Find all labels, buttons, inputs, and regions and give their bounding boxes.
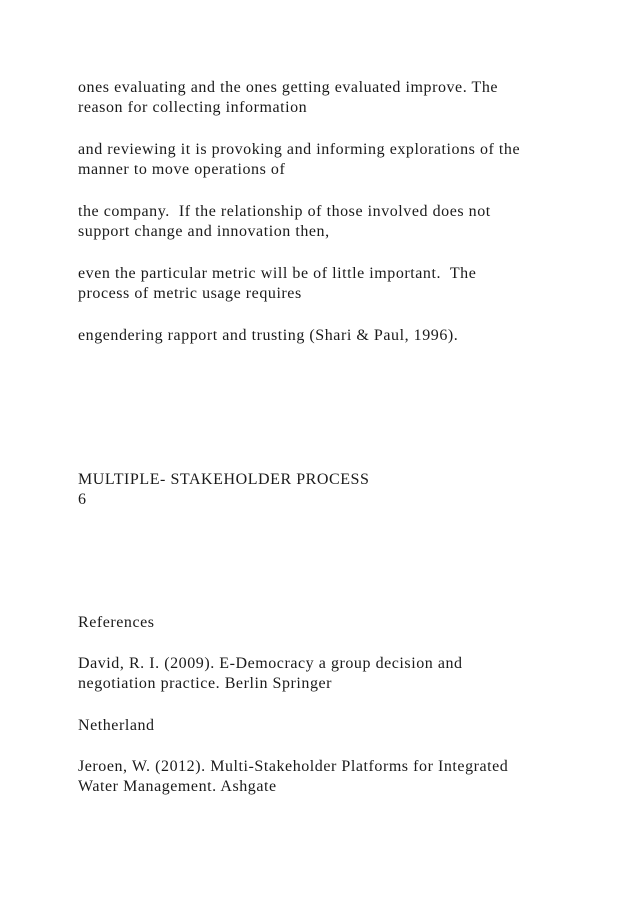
reference-3-line-2: Water Management. Ashgate: [78, 778, 277, 795]
running-head-title: MULTIPLE- STAKEHOLDER PROCESS: [78, 471, 370, 488]
paragraph-2-line-1: and reviewing it is provoking and informing explorations of the: [78, 141, 521, 158]
paragraph-1-line-1: ones evaluating and the ones getting evaluated improve. The: [78, 79, 499, 96]
paragraph-5-line-1: engendering rapport and trusting (Shari & Paul, 1996).: [78, 327, 459, 344]
reference-2-line-1: Netherland: [78, 717, 155, 734]
reference-1-line-2: negotiation practice. Berlin Springer: [78, 675, 333, 692]
references-heading: References: [78, 614, 155, 631]
reference-3-line-1: Jeroen, W. (2012). Multi-Stakeholder Platforms for Integrated: [78, 758, 509, 775]
paragraph-1-line-2: reason for collecting information: [78, 99, 308, 116]
paragraph-3-line-2: support change and innovation then,: [78, 223, 330, 240]
paragraph-4-line-1: even the particular metric will be of little important. The: [78, 265, 477, 282]
paragraph-2-line-2: manner to move operations of: [78, 161, 286, 178]
paragraph-3-line-1: the company. If the relationship of those involved does not: [78, 203, 491, 220]
reference-1-line-1: David, R. I. (2009). E-Democracy a group decision and: [78, 655, 463, 672]
paragraph-4-line-2: process of metric usage requires: [78, 285, 302, 302]
page-number: 6: [78, 491, 87, 508]
